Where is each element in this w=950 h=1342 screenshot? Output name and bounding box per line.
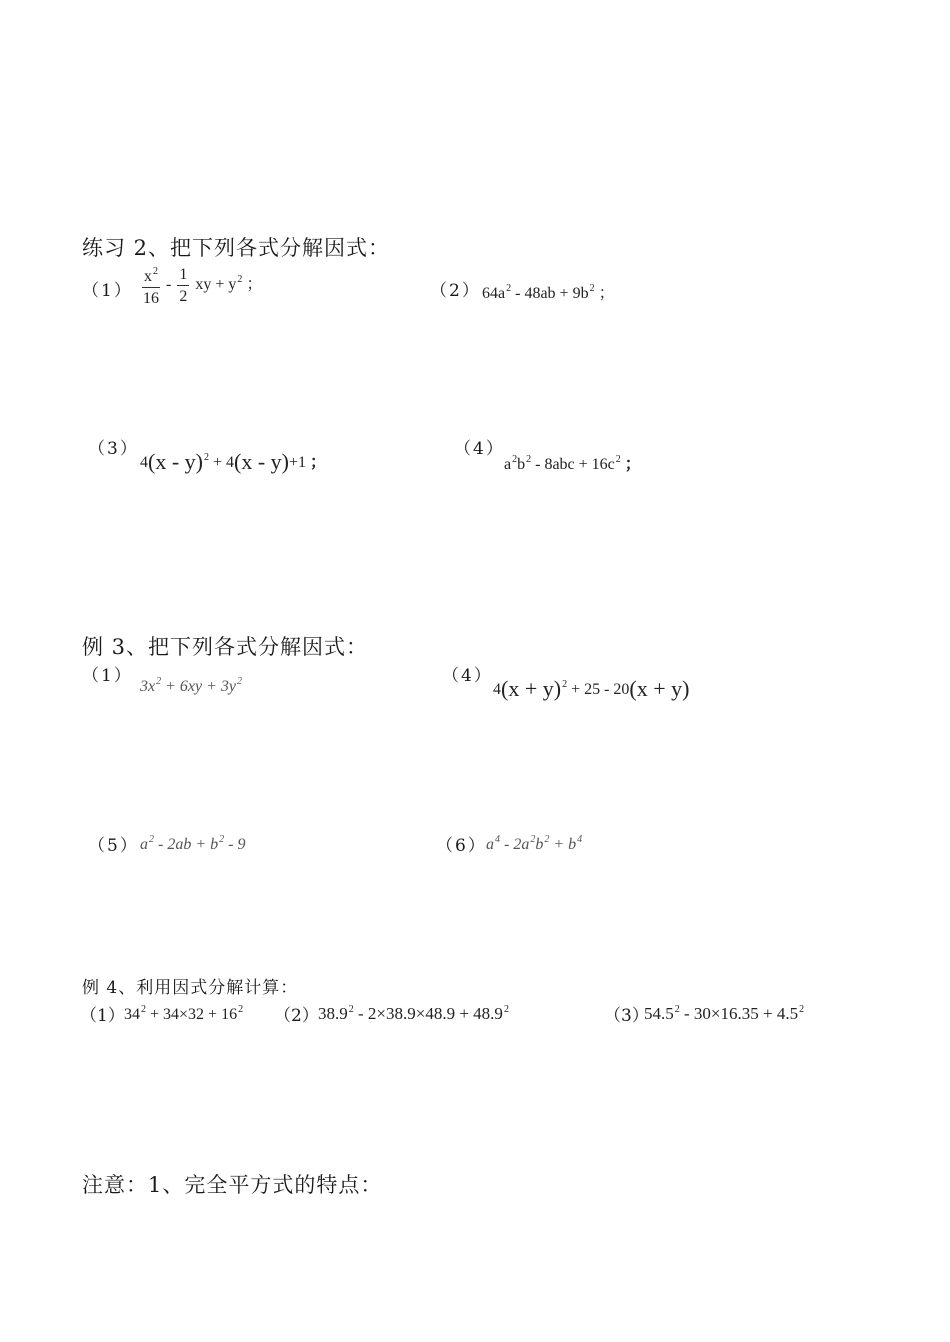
example4-item3-expression: $54.5^2 - 30\times 16.35 + 4.5^2$ [644, 1004, 805, 1023]
practice2-title: 练习 2、把下列各式分解因式： [82, 236, 391, 260]
example4-item3-label: （3） [604, 1006, 649, 1026]
practice2-item2-expression: $64a^2 - 48ab + 9b^2$ ； [482, 283, 615, 302]
practice2-item4-expression: $a^2b^2 - 8abc + 16c^2$ ； [504, 454, 641, 473]
example3-item1-expression: $3x^2 + 6xy + 3y^2$ [140, 676, 243, 695]
example3-item6-label: （6） [436, 836, 487, 856]
example3-item4-expression: $4(x + y)^2 + 25 - 20(x + y)$ [493, 676, 690, 701]
practice2-item1-label: （1） [82, 281, 133, 301]
example3-item5-expression: $a^2 - 2ab + b^2 - 9$ [140, 834, 246, 853]
fraction: $\frac{x^2}{16}$ [143, 266, 159, 307]
example3-item6-expression: $a^4 - 2a^2b^2 + b^4$ [486, 834, 583, 853]
practice2-item1-expression: $\frac{x^2}{16}$ - $\frac{1}{2}$ xy + $y^2$ ； [143, 265, 263, 307]
practice2-item3-label: （3） [88, 439, 139, 459]
example3-item1-label: （1） [82, 666, 133, 686]
example4-item2-expression: $38.9^2 - 2\times 38.9\times 48.9 + 48.9^2$ [318, 1004, 509, 1023]
practice2-item3-expression: 4(x - y)$^2$ + 4(x - y)+1 ； [140, 449, 327, 474]
example3-item4-label: （4） [442, 666, 493, 686]
practice2-item4-label: （4） [454, 439, 505, 459]
example4-title: 例 4、利用因式分解计算： [82, 978, 299, 998]
practice2-item2-label: （2） [430, 281, 481, 301]
example4-item2-label: （2） [274, 1006, 319, 1026]
example4-item1-expression: $34^2 + 34\times 32 + 16^2$ [124, 1004, 244, 1023]
fraction: $\frac{1}{2}$ [179, 265, 188, 305]
example3-title: 例 3、把下列各式分解因式： [82, 635, 369, 659]
note-title: 注意：1、完全平方式的特点： [82, 1173, 383, 1197]
example3-item5-label: （5） [88, 836, 139, 856]
example4-item1-label: （1） [80, 1006, 125, 1026]
